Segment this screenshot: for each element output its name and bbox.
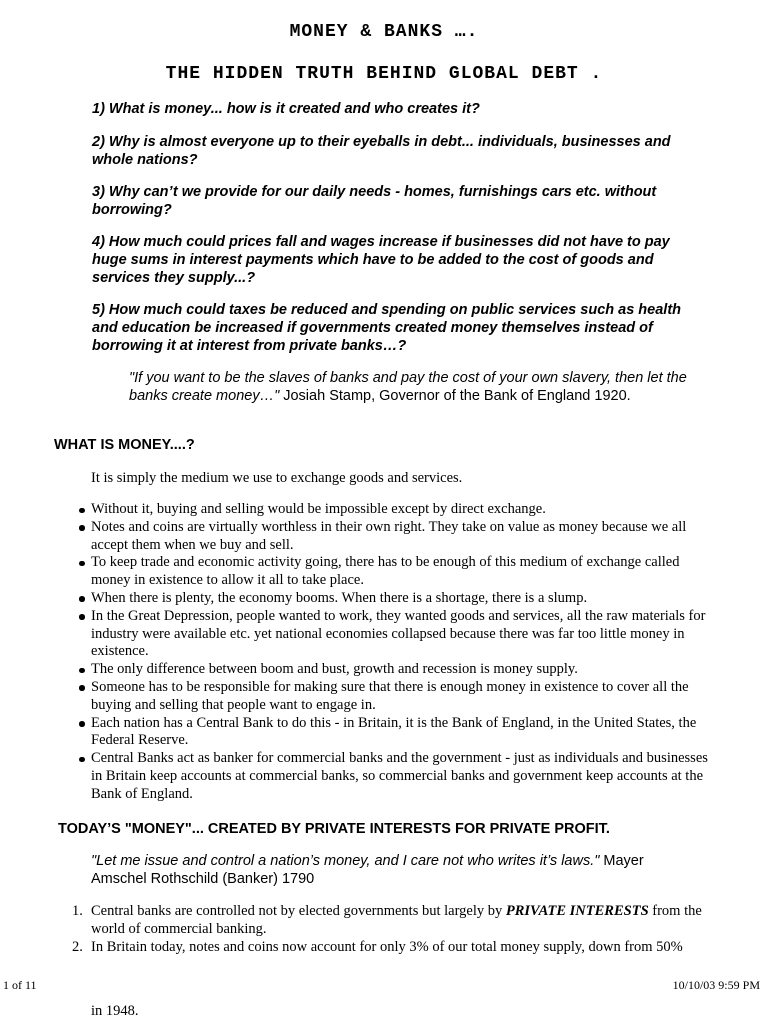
- list-item: [72, 938, 721, 957]
- rothschild-quote-attribution: Mayer Amschel Rothschild (Banker) 1790: [91, 853, 644, 887]
- rothschild-quote: [91, 853, 691, 888]
- question-5: 5) How much could taxes be reduced and spending on public services such as health and education be increased if governments created money themselves instead of borrowing it at interest from private banks…?: [92, 302, 682, 354]
- page-continuation-text: in 1948.: [91, 1003, 139, 1019]
- document-subtitle: THE HIDDEN TRUTH BEHIND GLOBAL DEBT .: [165, 64, 603, 84]
- stamp-quote-attribution: Josiah Stamp, Governor of the Bank of England 1920.: [279, 387, 631, 404]
- question-1: 1) What is money... how is it created and who creates it?: [92, 101, 480, 117]
- list-item: Without it, buying and selling would be impossible except by direct exchange.: [91, 501, 721, 519]
- list-item: Notes and coins are virtually worthless in their own right. They take on value as money because we all accept them when we buy and sell.: [91, 519, 721, 555]
- section-intro: It is simply the medium we use to exchange goods and services.: [91, 470, 463, 486]
- rothschild-quote-text: "Let me issue and control a nation’s money, and I care not who writes it’s laws.": [91, 853, 600, 869]
- list-emphasis: PRIVATE INTERESTS: [505, 903, 649, 919]
- list-item: [72, 903, 721, 939]
- list-text: Central banks are controlled not by elected governments but largely by: [91, 903, 506, 919]
- list-item: Central Banks act as banker for commercial banks and the government - just as individuals and businesses in Britain keep accounts at commercial banks, so commercial banks and government keep accounts at the Bank of England.: [91, 750, 721, 803]
- bullet-list: [91, 501, 721, 804]
- stamp-quote: [129, 370, 689, 405]
- question-2: 2) Why is almost everyone up to their eyeballs in debt... individuals, businesses and whole nations?: [92, 134, 671, 168]
- question-3: 3) Why can’t we provide for our daily needs - homes, furnishings cars etc. without borrowing?: [92, 184, 657, 218]
- list-item: Each nation has a Central Bank to do this - in Britain, it is the Bank of England, in the United States, the Federal Reserve.: [91, 715, 721, 751]
- section-heading-todays-money: TODAY’S "MONEY"... CREATED BY PRIVATE INTERESTS FOR PRIVATE PROFIT.: [58, 821, 610, 837]
- list-item: The only difference between boom and bust, growth and recession is money supply.: [91, 661, 721, 679]
- document-title: MONEY & BANKS ….: [289, 22, 479, 42]
- list-number: 1.: [72, 903, 83, 919]
- list-text: In Britain today, notes and coins now account for only 3% of our total money supply, down from 50%: [91, 938, 683, 955]
- list-item: Someone has to be responsible for making sure that there is enough money in existence to cover all the buying and selling that people want to engage in.: [91, 679, 721, 715]
- list-item: To keep trade and economic activity going, there has to be enough of this medium of exchange called money in existence to allow it all to take place.: [91, 554, 721, 590]
- numbered-list: [72, 903, 721, 956]
- list-text: from the world of commercial banking.: [91, 903, 702, 937]
- print-timestamp: 10/10/03 9:59 PM: [672, 978, 760, 992]
- list-number: 2.: [72, 938, 83, 955]
- page-number: 1 of 11: [3, 978, 37, 992]
- question-4: 4) How much could prices fall and wages increase if businesses did not have to pay huge sums in interest payments which have to be added to the cost of goods and services they supply...?: [92, 234, 670, 286]
- list-item: When there is plenty, the economy booms. When there is a shortage, there is a slump.: [91, 590, 721, 608]
- list-item: In the Great Depression, people wanted to work, they wanted goods and services, all the raw materials for industry were available etc. yet national economies collapsed because there was far too little money in existence.: [91, 608, 721, 661]
- section-heading-what-is-money: WHAT IS MONEY....?: [54, 437, 195, 453]
- stamp-quote-text: "If you want to be the slaves of banks and pay the cost of your own slavery, then let the banks create money…": [129, 370, 687, 404]
